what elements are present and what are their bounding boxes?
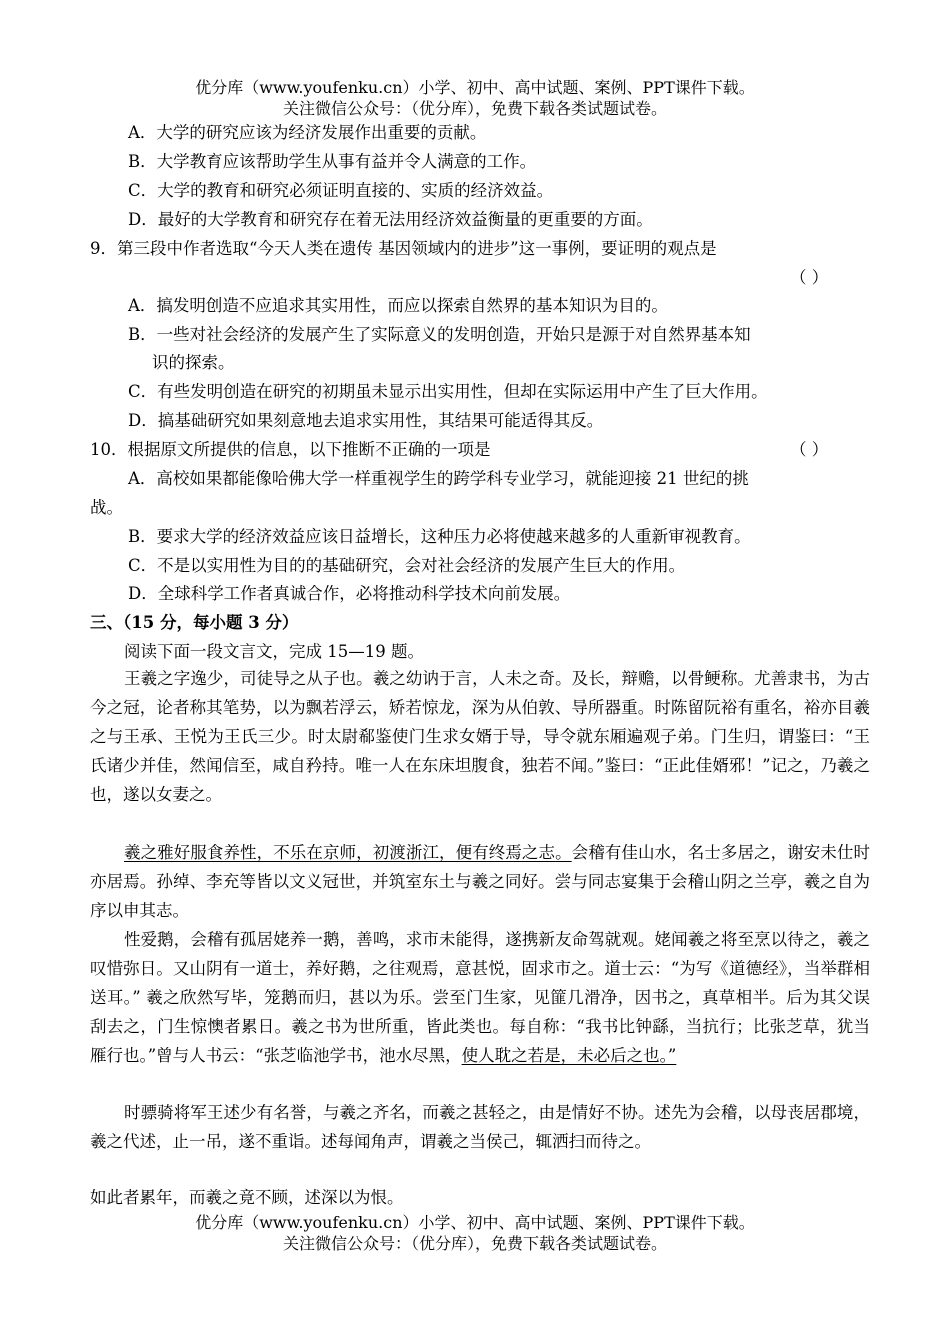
q10-answer-paren: （ ） [790, 440, 829, 459]
q9-option-a: A．搞发明创造不应追求其实用性，而应以探索自然界的基本知识为目的。 [128, 296, 668, 315]
footer-line-1: 优分库（www.youfenku.cn）小学、初中、高中试题、案例、PPT课件下载。 [195, 1213, 755, 1232]
q9-option-b-line1: B．一些对社会经济的发展产生了实际意义的发明创造，开始只是源于对自然界基本知 [128, 325, 751, 344]
q10-option-c: C．不是以实用性为目的的基础研究，会对社会经济的发展产生巨大的作用。 [128, 556, 686, 575]
q9-option-d: D．搞基础研究如果刻意地去追求实用性，其结果可能适得其反。 [128, 411, 604, 430]
classical-para-3-main: 性爱鹅，会稽有孤居姥养一鹅，善鸣，求市未能得，遂携新友命驾就观。姥闻羲之将至烹以待之，羲之叹惜弥日。又山阴有一道士，养好鹅，之往观焉，意甚悦，固求市之。道士云：“为写《道德经》，当举群相送耳。” 羲之欣然写毕，笼鹅而归，甚以为乐。尝至门生家，见篚几滑净，因书之，真草相半。后为其父误刮去之，门生惊懊者累日。羲之书为世所重，皆此类也。每自称：“我书比钟繇，当抗行；比张芝草，犹当雁行也。”曾与人书云：“张芝临池学书，池水尽黑， [90, 930, 870, 1065]
q8-option-a: A．大学的研究应该为经济发展作出重要的贡献。 [128, 123, 487, 142]
footer-line-2: 关注微信公众号：（优分库），免费下载各类试题试卷。 [282, 1234, 667, 1253]
q10-option-d: D．全球科学工作者真诚合作，必将推动科学技术向前发展。 [128, 584, 571, 603]
classical-para-3 [90, 925, 870, 1070]
header-line-1: 优分库（www.youfenku.cn）小学、初中、高中试题、案例、PPT课件下载。 [195, 78, 755, 97]
underlined-sentence-2: 使人耽之若是，未必后之也。” [461, 1046, 677, 1065]
q10-option-b: B．要求大学的经济效益应该日益增长，这种压力必将使越来越多的人重新审视教育。 [128, 527, 751, 546]
header-line-2: 关注微信公众号：（优分库），免费下载各类试题试卷。 [282, 99, 667, 118]
section-3-heading: 三、（15 分，每小题 3 分） [90, 613, 299, 632]
q9-option-b-line2: 识的探索。 [152, 353, 235, 372]
q8-option-d: D．最好的大学教育和研究存在着无法用经济效益衡量的更重要的方面。 [128, 210, 653, 229]
q10-option-a-line2: 战。 [90, 498, 123, 517]
q9-answer-paren: （ ） [790, 268, 829, 287]
classical-para-1: 王羲之字逸少，司徒导之从子也。羲之幼讷于言，人未之奇。及长，辩赡，以骨鲠称。尤善隶书，为古今之冠，论者称其笔势，以为飘若浮云，矫若惊龙，深为从伯敦、导所器重。时陈留阮裕有重名，裕亦目羲之与王承、王悦为王氏三少。时太尉郗鉴使门生求女婿于导，导令就东厢遍观子弟。门生归，谓鉴曰：“王氏诸少并佳，然闻信至，咸自矜持。唯一人在东床坦腹食，独若不闻。”鉴曰：“正此佳婿邪！”记之，乃羲之也，遂以女妻之。 [90, 669, 870, 804]
classical-para-4: 时骠骑将军王述少有名誉，与羲之齐名，而羲之甚轻之，由是情好不协。述先为会稽，以母丧居郡境，羲之代述，止一吊，遂不重诣。述每闻角声，谓羲之当侯己，辄洒扫而待之。 [90, 1103, 870, 1151]
classical-para-5: 如此者累年，而羲之竟不顾，述深以为恨。 [90, 1188, 404, 1207]
section-3-intro: 阅读下面一段文言文，完成 15—19 题。 [124, 642, 424, 661]
classical-para-2-rest: 会稽有佳山水，名士多居之，谢安未仕时亦居焉。孙绰、李充等皆以文义冠世，并筑室东土与羲之同好。尝与同志宴集于会稽山阴之兰亭，羲之自为序以申其志。 [90, 843, 871, 920]
q10-option-a-line1: A．高校如果都能像哈佛大学一样重视学生的跨学科专业学习，就能迎接 21 世纪的挑 [128, 469, 749, 488]
q9-stem: 9．第三段中作者选取“今天人类在遗传 基因领域内的进步”这一事例，要证明的观点是 [90, 239, 717, 258]
q8-option-c: C．大学的教育和研究必须证明直接的、实质的经济效益。 [128, 181, 554, 200]
q8-option-b: B．大学教育应该帮助学生从事有益并令人满意的工作。 [128, 152, 537, 171]
classical-para-2 [90, 838, 870, 925]
q10-stem: 10．根据原文所提供的信息，以下推断不正确的一项是 [90, 440, 491, 459]
underlined-sentence-1: 羲之雅好服食养性，不乐在京师，初渡浙江，便有终焉之志。 [124, 843, 572, 862]
q9-option-c: C．有些发明创造在研究的初期虽未显示出实用性，但却在实际运用中产生了巨大作用。 [128, 382, 768, 401]
